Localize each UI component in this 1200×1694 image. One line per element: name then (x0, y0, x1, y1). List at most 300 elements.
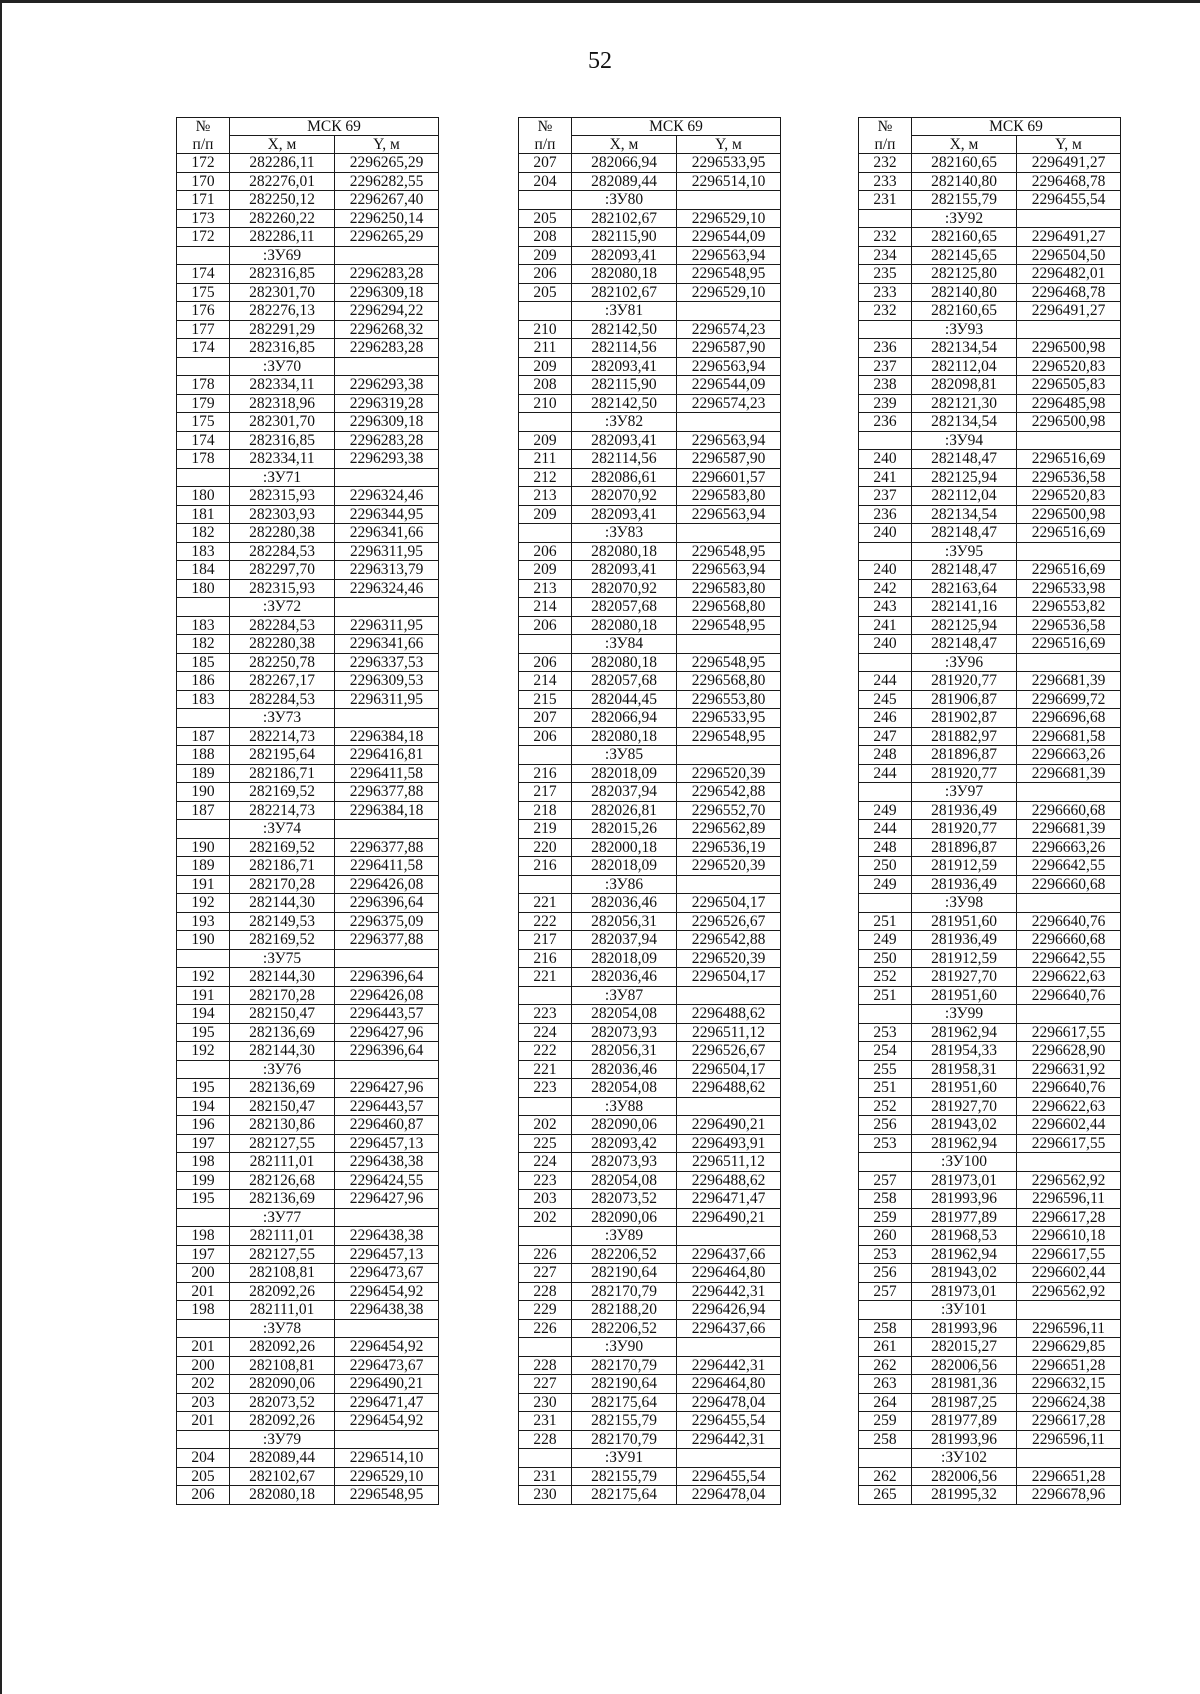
y-coordinate: 2296426,08 (335, 875, 439, 894)
y-coordinate: 2296511,12 (677, 1023, 781, 1042)
x-coordinate: 282092,26 (230, 1338, 335, 1357)
parcel-label: :ЗУ87 (572, 986, 677, 1005)
table-row (519, 172, 781, 191)
point-number: 243 (859, 598, 912, 617)
y-coordinate: 2296344,95 (335, 505, 439, 524)
point-number: 209 (519, 246, 572, 265)
y-coordinate: 2296427,96 (335, 1079, 439, 1098)
y-coordinate: 2296574,23 (677, 320, 781, 339)
empty-cell (677, 1338, 781, 1357)
point-number: 190 (177, 838, 230, 857)
x-coordinate: 282054,08 (572, 1079, 677, 1098)
parcel-label-row (519, 875, 781, 894)
empty-cell (177, 357, 230, 376)
point-number: 200 (177, 1264, 230, 1283)
x-coordinate: 282214,73 (230, 801, 335, 820)
table-row (519, 1430, 781, 1449)
y-coordinate: 2296624,38 (1017, 1393, 1121, 1412)
x-coordinate: 281993,96 (912, 1190, 1017, 1209)
x-coordinate: 282056,31 (572, 1042, 677, 1061)
y-coordinate: 2296544,09 (677, 228, 781, 247)
point-number: 231 (519, 1467, 572, 1486)
x-coordinate: 282093,41 (572, 357, 677, 376)
empty-cell (177, 468, 230, 487)
y-coordinate: 2296464,80 (677, 1375, 781, 1394)
y-coordinate: 2296602,44 (1017, 1264, 1121, 1283)
y-coordinate: 2296265,29 (335, 228, 439, 247)
y-coordinate: 2296622,63 (1017, 1097, 1121, 1116)
table-row (177, 1356, 439, 1375)
y-coordinate: 2296313,79 (335, 561, 439, 580)
point-number: 198 (177, 1301, 230, 1320)
point-number: 209 (519, 357, 572, 376)
x-coordinate: 282121,30 (912, 394, 1017, 413)
point-number: 231 (519, 1412, 572, 1431)
empty-cell (519, 746, 572, 765)
point-number: 228 (519, 1282, 572, 1301)
x-coordinate: 282066,94 (572, 154, 677, 173)
point-number: 189 (177, 764, 230, 783)
point-number: 199 (177, 1171, 230, 1190)
table-row (177, 1153, 439, 1172)
table-row (519, 376, 781, 395)
table-row (177, 672, 439, 691)
x-coordinate: 282155,79 (572, 1412, 677, 1431)
empty-cell (519, 875, 572, 894)
table-row (859, 672, 1121, 691)
y-header: Y, м (335, 136, 439, 154)
y-coordinate: 2296516,69 (1017, 524, 1121, 543)
table-row (859, 1116, 1121, 1135)
table-row (859, 1412, 1121, 1431)
x-coordinate: 282056,31 (572, 912, 677, 931)
table-row (177, 1079, 439, 1098)
x-coordinate: 282134,54 (912, 339, 1017, 358)
empty-cell (335, 1319, 439, 1338)
empty-cell (177, 949, 230, 968)
table-row (859, 468, 1121, 487)
y-coordinate: 2296442,31 (677, 1430, 781, 1449)
y-coordinate: 2296516,69 (1017, 450, 1121, 469)
y-header: Y, м (677, 136, 781, 154)
empty-cell (677, 524, 781, 543)
x-coordinate: 282291,29 (230, 320, 335, 339)
x-coordinate: 282186,71 (230, 857, 335, 876)
table-row (859, 1282, 1121, 1301)
y-coordinate: 2296384,18 (335, 727, 439, 746)
table-row (177, 1338, 439, 1357)
point-number: 226 (519, 1245, 572, 1264)
point-number: 249 (859, 875, 912, 894)
y-coordinate: 2296488,62 (677, 1079, 781, 1098)
empty-cell (519, 413, 572, 432)
point-number: 175 (177, 283, 230, 302)
empty-cell (335, 949, 439, 968)
point-number: 252 (859, 1097, 912, 1116)
parcel-label: :ЗУ98 (912, 894, 1017, 913)
y-coordinate: 2296660,68 (1017, 931, 1121, 950)
y-coordinate: 2296660,68 (1017, 875, 1121, 894)
x-coordinate: 282163,64 (912, 579, 1017, 598)
point-number: 214 (519, 598, 572, 617)
y-coordinate: 2296681,39 (1017, 764, 1121, 783)
x-coordinate: 281962,94 (912, 1023, 1017, 1042)
empty-cell (859, 653, 912, 672)
x-coordinate: 282089,44 (230, 1449, 335, 1468)
y-coordinate: 2296617,55 (1017, 1023, 1121, 1042)
table-row (519, 1412, 781, 1431)
parcel-label: :ЗУ83 (572, 524, 677, 543)
table-row (177, 1486, 439, 1505)
point-number: 230 (519, 1393, 572, 1412)
x-coordinate: 282144,30 (230, 1042, 335, 1061)
number-header: № (177, 118, 230, 136)
table-row (519, 542, 781, 561)
table-row (519, 1079, 781, 1098)
point-number: 205 (177, 1467, 230, 1486)
table-row (859, 357, 1121, 376)
empty-cell (677, 1449, 781, 1468)
y-coordinate: 2296533,95 (677, 154, 781, 173)
coordinates-table-right (858, 117, 1121, 1505)
x-coordinate: 282054,08 (572, 1005, 677, 1024)
table-row (177, 172, 439, 191)
x-coordinate: 282334,11 (230, 450, 335, 469)
point-number: 195 (177, 1190, 230, 1209)
empty-cell (1017, 653, 1121, 672)
parcel-label: :ЗУ82 (572, 413, 677, 432)
empty-cell (519, 524, 572, 543)
empty-cell (1017, 1449, 1121, 1468)
empty-cell (859, 1005, 912, 1024)
table-row (177, 1301, 439, 1320)
point-number: 257 (859, 1171, 912, 1190)
x-coordinate: 282073,52 (230, 1393, 335, 1412)
y-coordinate: 2296529,10 (677, 209, 781, 228)
x-coordinate: 281987,25 (912, 1393, 1017, 1412)
empty-cell (335, 468, 439, 487)
y-coordinate: 2296602,44 (1017, 1116, 1121, 1135)
table-row (177, 1023, 439, 1042)
y-coordinate: 2296563,94 (677, 246, 781, 265)
table-row (859, 505, 1121, 524)
point-number: 200 (177, 1356, 230, 1375)
table-row (519, 1264, 781, 1283)
y-coordinate: 2296437,66 (677, 1245, 781, 1264)
y-coordinate: 2296437,66 (677, 1319, 781, 1338)
x-coordinate: 282026,81 (572, 801, 677, 820)
table-row (859, 875, 1121, 894)
table-row (519, 912, 781, 931)
point-number: 186 (177, 672, 230, 691)
y-coordinate: 2296642,55 (1017, 857, 1121, 876)
scan-edge-top (0, 0, 1200, 3)
table-row (519, 228, 781, 247)
x-coordinate: 282092,26 (230, 1412, 335, 1431)
empty-cell (859, 542, 912, 561)
x-coordinate: 282080,18 (572, 653, 677, 672)
table-row (177, 228, 439, 247)
y-coordinate: 2296438,38 (335, 1301, 439, 1320)
table-row (177, 579, 439, 598)
x-coordinate: 282134,54 (912, 505, 1017, 524)
x-coordinate: 282316,85 (230, 265, 335, 284)
x-coordinate: 282140,80 (912, 172, 1017, 191)
y-coordinate: 2296562,92 (1017, 1171, 1121, 1190)
parcel-label-row (519, 302, 781, 321)
x-coordinate: 282169,52 (230, 931, 335, 950)
point-number: 233 (859, 172, 912, 191)
x-coordinate: 282070,92 (572, 579, 677, 598)
x-coordinate: 282018,09 (572, 857, 677, 876)
point-number: 204 (519, 172, 572, 191)
empty-cell (335, 820, 439, 839)
x-coordinate: 281962,94 (912, 1134, 1017, 1153)
y-coordinate: 2296294,22 (335, 302, 439, 321)
y-coordinate: 2296622,63 (1017, 968, 1121, 987)
x-coordinate: 282125,80 (912, 265, 1017, 284)
point-number: 211 (519, 450, 572, 469)
table-row (859, 690, 1121, 709)
parcel-label-row (177, 949, 439, 968)
parcel-label-row (859, 1301, 1121, 1320)
y-coordinate: 2296617,28 (1017, 1412, 1121, 1431)
parcel-label: :ЗУ91 (572, 1449, 677, 1468)
point-number: 251 (859, 912, 912, 931)
point-number: 172 (177, 154, 230, 173)
coordinate-system-header: МСК 69 (912, 118, 1121, 136)
parcel-label: :ЗУ95 (912, 542, 1017, 561)
y-coordinate: 2296548,95 (335, 1486, 439, 1505)
table-row (177, 746, 439, 765)
table-row (177, 1227, 439, 1246)
point-number: 245 (859, 690, 912, 709)
x-coordinate: 282112,04 (912, 357, 1017, 376)
point-number: 194 (177, 1005, 230, 1024)
x-coordinate: 282006,56 (912, 1356, 1017, 1375)
point-number: 244 (859, 820, 912, 839)
point-number: 206 (519, 542, 572, 561)
parcel-label-row (177, 820, 439, 839)
point-number: 226 (519, 1319, 572, 1338)
point-number: 241 (859, 616, 912, 635)
point-number: 206 (177, 1486, 230, 1505)
x-coordinate: 282286,11 (230, 154, 335, 173)
point-number: 229 (519, 1301, 572, 1320)
y-coordinate: 2296553,82 (1017, 598, 1121, 617)
y-coordinate: 2296473,67 (335, 1264, 439, 1283)
x-coordinate: 282286,11 (230, 228, 335, 247)
x-coordinate: 282090,06 (572, 1208, 677, 1227)
empty-cell (677, 746, 781, 765)
table-row (177, 1449, 439, 1468)
table-row (859, 912, 1121, 931)
table-row (859, 376, 1121, 395)
x-coordinate: 282280,38 (230, 524, 335, 543)
x-coordinate: 282000,18 (572, 838, 677, 857)
y-coordinate: 2296504,17 (677, 894, 781, 913)
parcel-label: :ЗУ94 (912, 431, 1017, 450)
table-row (859, 1338, 1121, 1357)
point-number: 225 (519, 1134, 572, 1153)
table-row (177, 191, 439, 210)
point-number: 262 (859, 1467, 912, 1486)
point-number: 191 (177, 875, 230, 894)
table-row (177, 616, 439, 635)
x-coordinate: 281954,33 (912, 1042, 1017, 1061)
table-row (519, 931, 781, 950)
point-number: 176 (177, 302, 230, 321)
y-coordinate: 2296427,96 (335, 1190, 439, 1209)
y-coordinate: 2296504,50 (1017, 246, 1121, 265)
parcel-label-row (177, 1060, 439, 1079)
empty-cell (1017, 431, 1121, 450)
y-coordinate: 2296699,72 (1017, 690, 1121, 709)
parcel-label: :ЗУ100 (912, 1153, 1017, 1172)
y-coordinate: 2296552,70 (677, 801, 781, 820)
y-coordinate: 2296455,54 (677, 1412, 781, 1431)
y-coordinate: 2296319,28 (335, 394, 439, 413)
y-coordinate: 2296568,80 (677, 672, 781, 691)
table-row (177, 1264, 439, 1283)
table-row (519, 616, 781, 635)
point-number: 203 (519, 1190, 572, 1209)
point-number: 246 (859, 709, 912, 728)
point-number: 242 (859, 579, 912, 598)
x-coordinate: 281951,60 (912, 986, 1017, 1005)
point-number: 180 (177, 487, 230, 506)
table-row (177, 1134, 439, 1153)
point-number: 251 (859, 1079, 912, 1098)
sequence-header: п/п (859, 136, 912, 154)
coordinates-table-middle (518, 117, 781, 1505)
parcel-label-row (859, 894, 1121, 913)
point-number: 217 (519, 931, 572, 950)
y-coordinate: 2296548,95 (677, 727, 781, 746)
point-number: 175 (177, 413, 230, 432)
x-coordinate: 281906,87 (912, 690, 1017, 709)
point-number: 232 (859, 228, 912, 247)
x-coordinate: 281958,31 (912, 1060, 1017, 1079)
point-number: 233 (859, 283, 912, 302)
point-number: 179 (177, 394, 230, 413)
x-coordinate: 281927,70 (912, 968, 1017, 987)
x-coordinate: 281968,53 (912, 1227, 1017, 1246)
point-number: 171 (177, 191, 230, 210)
table-row (859, 339, 1121, 358)
point-number: 177 (177, 320, 230, 339)
point-number: 228 (519, 1430, 572, 1449)
y-coordinate: 2296416,81 (335, 746, 439, 765)
point-number: 212 (519, 468, 572, 487)
y-coordinate: 2296542,88 (677, 931, 781, 950)
empty-cell (177, 820, 230, 839)
sequence-header: п/п (519, 136, 572, 154)
y-coordinate: 2296642,55 (1017, 949, 1121, 968)
y-coordinate: 2296663,26 (1017, 746, 1121, 765)
point-number: 193 (177, 912, 230, 931)
table-row (859, 1227, 1121, 1246)
point-number: 202 (519, 1208, 572, 1227)
point-number: 187 (177, 727, 230, 746)
point-number: 173 (177, 209, 230, 228)
y-coordinate: 2296411,58 (335, 764, 439, 783)
y-coordinate: 2296493,91 (677, 1134, 781, 1153)
empty-cell (1017, 1005, 1121, 1024)
x-coordinate: 282206,52 (572, 1245, 677, 1264)
y-coordinate: 2296640,76 (1017, 986, 1121, 1005)
x-coordinate: 282149,53 (230, 912, 335, 931)
parcel-label: :ЗУ74 (230, 820, 335, 839)
parcel-label-row (519, 986, 781, 1005)
x-coordinate: 282160,65 (912, 302, 1017, 321)
x-coordinate: 282093,42 (572, 1134, 677, 1153)
point-number: 181 (177, 505, 230, 524)
y-coordinate: 2296265,29 (335, 154, 439, 173)
y-coordinate: 2296542,88 (677, 783, 781, 802)
y-coordinate: 2296455,54 (677, 1467, 781, 1486)
table-row (177, 764, 439, 783)
y-coordinate: 2296468,78 (1017, 172, 1121, 191)
table-row (177, 838, 439, 857)
table-row (177, 986, 439, 1005)
y-coordinate: 2296293,38 (335, 376, 439, 395)
point-number: 265 (859, 1486, 912, 1505)
table-row (177, 302, 439, 321)
x-coordinate: 281912,59 (912, 857, 1017, 876)
table-row (859, 302, 1121, 321)
point-number: 237 (859, 487, 912, 506)
table-row (859, 172, 1121, 191)
parcel-label-row (177, 1430, 439, 1449)
x-coordinate: 282267,17 (230, 672, 335, 691)
y-coordinate: 2296482,01 (1017, 265, 1121, 284)
point-number: 260 (859, 1227, 912, 1246)
y-coordinate: 2296526,67 (677, 1042, 781, 1061)
point-number: 178 (177, 450, 230, 469)
point-number: 197 (177, 1245, 230, 1264)
x-coordinate: 282098,81 (912, 376, 1017, 395)
y-coordinate: 2296500,98 (1017, 505, 1121, 524)
parcel-label: :ЗУ84 (572, 635, 677, 654)
table-row (519, 783, 781, 802)
empty-cell (177, 1060, 230, 1079)
point-number: 180 (177, 579, 230, 598)
point-number: 264 (859, 1393, 912, 1412)
x-coordinate: 282315,93 (230, 487, 335, 506)
table-row (177, 487, 439, 506)
table-row (519, 431, 781, 450)
table-row (177, 1042, 439, 1061)
y-coordinate: 2296396,64 (335, 1042, 439, 1061)
y-coordinate: 2296520,39 (677, 857, 781, 876)
empty-cell (177, 598, 230, 617)
y-coordinate: 2296583,80 (677, 579, 781, 598)
table-row (519, 209, 781, 228)
y-coordinate: 2296544,09 (677, 376, 781, 395)
x-coordinate: 282015,26 (572, 820, 677, 839)
point-number: 248 (859, 746, 912, 765)
x-coordinate: 282136,69 (230, 1190, 335, 1209)
point-number: 251 (859, 986, 912, 1005)
y-coordinate: 2296491,27 (1017, 302, 1121, 321)
parcel-label-row (519, 746, 781, 765)
y-coordinate: 2296536,58 (1017, 468, 1121, 487)
x-coordinate: 282170,79 (572, 1430, 677, 1449)
x-coordinate: 282301,70 (230, 283, 335, 302)
parcel-label: :ЗУ96 (912, 653, 1017, 672)
x-coordinate: 282044,45 (572, 690, 677, 709)
